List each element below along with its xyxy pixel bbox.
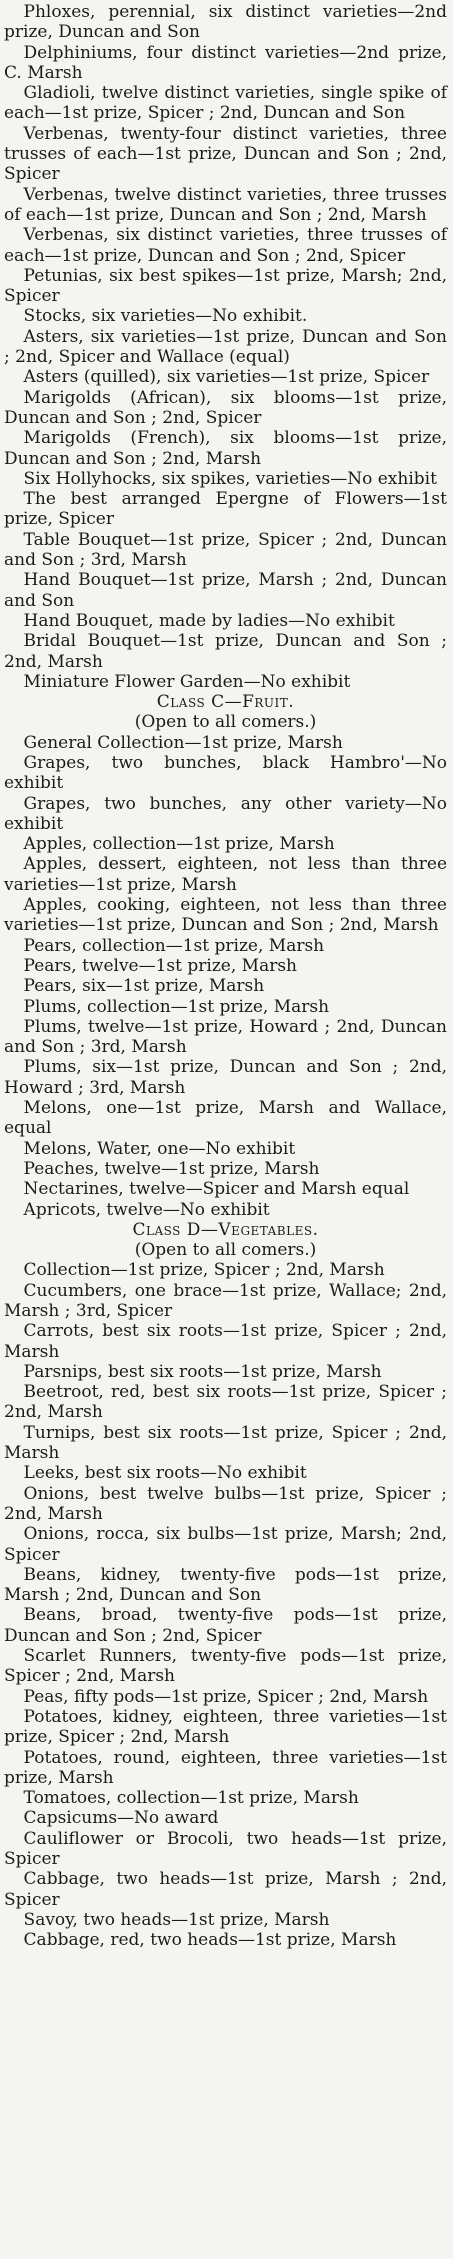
fruit-class-entries bbox=[4, 733, 447, 1220]
prize-entry: Beans, broad, twenty-five pods—1st prize, Duncan and Son ; 2nd, Spicer bbox=[4, 1605, 447, 1646]
prize-entry: Hand Bouquet—1st prize, Marsh ; 2nd, Duncan and Son bbox=[4, 570, 447, 611]
prize-entry: Miniature Flower Garden—No exhibit bbox=[23, 671, 351, 692]
prize-entry: Gladioli, twelve distinct varieties, single spike of each—1st prize, Spicer ; 2nd, Duncan and Son bbox=[4, 83, 447, 124]
prize-entry: Beans, kidney, twenty-five pods—1st prize, Marsh ; 2nd, Duncan and Son bbox=[4, 1564, 447, 1606]
prize-entry: Beetroot, red, best six roots—1st prize, Spicer ; 2nd, Marsh bbox=[4, 1382, 447, 1423]
prize-entry: Asters, six varieties—1st prize, Duncan and Son ; 2nd, Spicer and Wallace (equal) bbox=[4, 326, 447, 368]
prize-entry: Hand Bouquet, made by ladies—No exhibit bbox=[23, 610, 395, 631]
prize-entry: Onions, best twelve bulbs—1st prize, Spicer ; 2nd, Marsh bbox=[4, 1483, 447, 1524]
prize-entry: Table Bouquet—1st prize, Spicer ; 2nd, Duncan and Son ; 3rd, Marsh bbox=[4, 529, 447, 571]
class-d-heading: Class D—Vegetables. bbox=[132, 1219, 319, 1240]
prize-entry: Six Hollyhocks, six spikes, varieties—No exhibit bbox=[23, 468, 437, 489]
prize-entry: Potatoes, kidney, eighteen, three varieties—1st prize, Spicer ; 2nd, Marsh bbox=[4, 1706, 447, 1748]
prize-entry: Cabbage, red, two heads—1st prize, Marsh bbox=[23, 1930, 397, 1951]
class-c-subheading: (Open to all comers.) bbox=[134, 712, 317, 733]
prize-entry: Leeks, best six roots—No exhibit bbox=[23, 1463, 307, 1484]
prize-entry: Pears, collection—1st prize, Marsh bbox=[23, 935, 325, 956]
prize-entry: Asters (quilled), six varieties—1st prize, Spicer bbox=[23, 367, 430, 388]
prize-entry: Phloxes, perennial, six distinct varieties—2nd prize, Duncan and Son bbox=[4, 2, 447, 43]
prize-entry: Tomatoes, collection—1st prize, Marsh bbox=[23, 1788, 359, 1809]
prize-entry: Delphiniums, four distinct varieties—2nd prize, C. Marsh bbox=[4, 42, 447, 83]
class-d-subheading: (Open to all comers.) bbox=[134, 1240, 317, 1261]
prize-entry: Nectarines, twelve—Spicer and Marsh equal bbox=[23, 1179, 410, 1200]
prize-entry: Melons, Water, one—No exhibit bbox=[23, 1138, 296, 1159]
prize-entry: Grapes, two bunches, black Hambro'—No exhibit bbox=[4, 752, 447, 794]
prize-entry: Collection—1st prize, Spicer ; 2nd, Marsh bbox=[23, 1260, 385, 1281]
prize-entry: Apples, dessert, eighteen, not less than three varieties—1st prize, Marsh bbox=[4, 854, 447, 895]
prize-entry: Apples, cooking, eighteen, not less than three varieties—1st prize, Duncan and Son ; 2nd, Marsh bbox=[4, 895, 447, 936]
prize-entry: Apricots, twelve—No exhibit bbox=[23, 1199, 270, 1220]
class-c-heading: Class C—Fruit. bbox=[156, 692, 295, 713]
prize-entry: Cabbage, two heads—1st prize, Marsh ; 2nd, Spicer bbox=[4, 1869, 447, 1910]
flower-class-entries bbox=[4, 2, 447, 692]
vegetable-class-entries bbox=[4, 1260, 447, 1950]
prize-entry: Plums, collection—1st prize, Marsh bbox=[23, 996, 330, 1017]
prize-entry: Marigolds (African), six blooms—1st prize, Duncan and Son ; 2nd, Spicer bbox=[4, 387, 447, 428]
prize-entry: Carrots, best six roots—1st prize, Spicer ; 2nd, Marsh bbox=[4, 1321, 447, 1362]
prize-entry: Pears, six—1st prize, Marsh bbox=[23, 976, 265, 997]
prize-entry: Capsicums—No award bbox=[23, 1808, 219, 1829]
prize-entry: Turnips, best six roots—1st prize, Spicer ; 2nd, Marsh bbox=[4, 1422, 447, 1464]
prize-entry: Cauliflower or Brocoli, two heads—1st prize, Spicer bbox=[4, 1828, 447, 1870]
prize-entry: Parsnips, best six roots—1st prize, Marsh bbox=[23, 1361, 382, 1382]
prize-entry: Melons, one—1st prize, Marsh and Wallace, equal bbox=[4, 1098, 447, 1139]
prize-entry: Verbenas, twelve distinct varieties, three trusses of each—1st prize, Duncan and Son ; 2nd, Marsh bbox=[4, 184, 447, 225]
prize-entry: Peaches, twelve—1st prize, Marsh bbox=[23, 1158, 320, 1179]
prize-entry: The best arranged Epergne of Flowers—1st prize, Spicer bbox=[4, 489, 447, 530]
prize-entry: Verbenas, six distinct varieties, three trusses of each—1st prize, Duncan and Son ; 2nd, Spicer bbox=[4, 225, 447, 266]
prize-entry: Verbenas, twenty-four distinct varieties, three trusses of each—1st prize, Duncan and Son ; 2nd, Spicer bbox=[4, 123, 447, 185]
prize-entry: Savoy, two heads—1st prize, Marsh bbox=[23, 1909, 330, 1930]
prize-entry: Peas, fifty pods—1st prize, Spicer ; 2nd, Marsh bbox=[23, 1686, 429, 1707]
prize-entry: Petunias, six best spikes—1st prize, Marsh; 2nd, Spicer bbox=[4, 265, 447, 307]
prize-entry: Potatoes, round, eighteen, three varieties—1st prize, Marsh bbox=[4, 1747, 447, 1788]
prize-entry: Cucumbers, one brace—1st prize, Wallace; 2nd, Marsh ; 3rd, Spicer bbox=[4, 1280, 447, 1321]
prize-entry: Scarlet Runners, twenty-five pods—1st prize, Spicer ; 2nd, Marsh bbox=[4, 1646, 447, 1687]
prize-entry: Onions, rocca, six bulbs—1st prize, Marsh; 2nd, Spicer bbox=[4, 1524, 447, 1565]
prize-entry: Plums, six—1st prize, Duncan and Son ; 2nd, Howard ; 3rd, Marsh bbox=[4, 1057, 447, 1098]
prize-entry: Bridal Bouquet—1st prize, Duncan and Son ; 2nd, Marsh bbox=[4, 631, 447, 672]
prize-entry: Stocks, six varieties—No exhibit. bbox=[23, 306, 308, 327]
prize-entry: Marigolds (French), six blooms—1st prize, Duncan and Son ; 2nd, Marsh bbox=[4, 428, 447, 469]
prize-entry: General Collection—1st prize, Marsh bbox=[23, 732, 343, 753]
prize-entry: Apples, collection—1st prize, Marsh bbox=[23, 834, 335, 855]
prize-entry: Plums, twelve—1st prize, Howard ; 2nd, Duncan and Son ; 3rd, Marsh bbox=[4, 1016, 447, 1058]
prize-entry: Pears, twelve—1st prize, Marsh bbox=[23, 955, 298, 976]
prize-entry: Grapes, two bunches, any other variety—No exhibit bbox=[4, 793, 447, 834]
